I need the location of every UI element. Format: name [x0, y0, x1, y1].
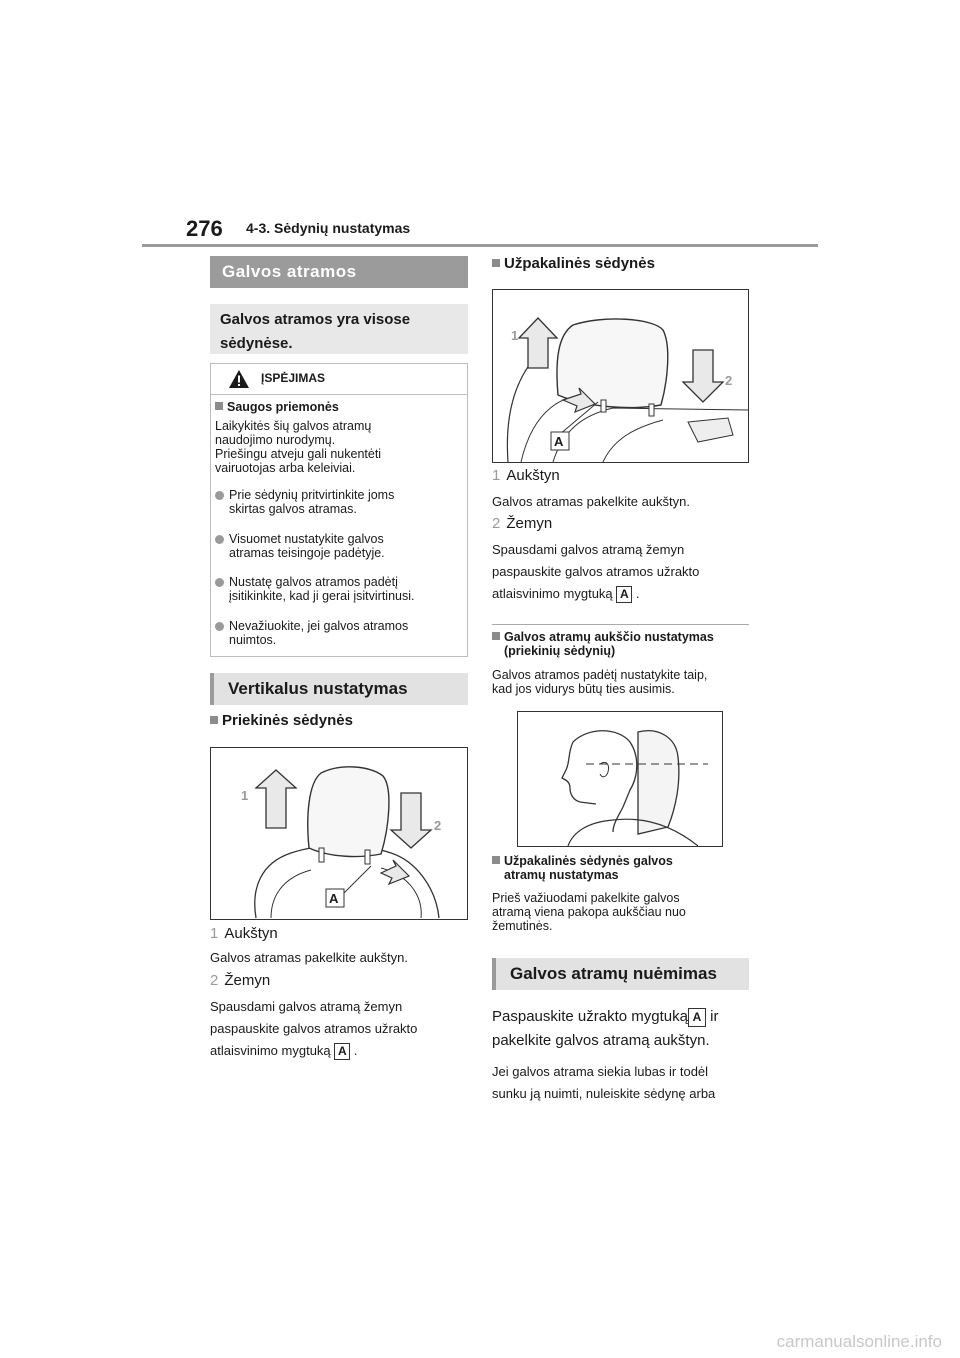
- divider: [492, 624, 749, 625]
- rear-seats-heading: Užpakalinės sėdynės: [492, 255, 655, 272]
- rear-step-2-text: Spausdami galvos atramą žemyn paspauskite galvos atramos užrakto atlaisvinimo mygtuką A .: [492, 542, 700, 602]
- chapter-title: 4-3. Sėdynių nustatymas: [246, 220, 411, 236]
- rear-step-1-text: Galvos atramas pakelkite aukštyn.: [492, 494, 690, 509]
- front-headrest-illustration: [211, 748, 467, 919]
- figure-label-a: A: [329, 891, 339, 906]
- header-rule: [142, 244, 818, 247]
- warning-bullet-1: Prie sėdynių pritvirtinkite joms skirtas galvos atramas.: [215, 488, 465, 516]
- rear-adjust-heading: Užpakalinės sėdynės galvos atramų nustatymas: [492, 854, 673, 882]
- square-bullet-icon: [492, 856, 500, 864]
- watermark: carmanualsonline.info: [776, 1332, 942, 1351]
- front-step-1-text: Galvos atramas pakelkite aukštyn.: [210, 950, 408, 965]
- front-seat-figure: [210, 747, 468, 920]
- section-title-removal: Galvos atramų nuėmimas: [492, 958, 749, 990]
- removal-note: Jei galvos atrama siekia lubas ir todėl sunku ją nuimti, nuleiskite sėdynę arba: [492, 1064, 716, 1101]
- front-step-2-text: Spausdami galvos atramą žemyn paspauskite galvos atramos užrakto atlaisvinimo mygtuką A .: [210, 999, 418, 1059]
- section-title-head-restraints: Galvos atramos: [210, 256, 468, 288]
- button-a-symbol: A: [688, 1008, 706, 1027]
- square-bullet-icon: [215, 402, 223, 410]
- dot-bullet-icon: [215, 578, 224, 587]
- warning-box: [210, 363, 468, 657]
- intro-text: Galvos atramos yra visose sėdynėse.: [220, 311, 411, 352]
- front-step-1: 1 Aukštyn: [210, 925, 278, 942]
- warning-bullet-2: Visuomet nustatykite galvos atramas teisingoje padėtyje.: [215, 532, 465, 560]
- head-position-illustration: [518, 712, 722, 846]
- front-seats-heading: Priekinės sėdynės: [210, 712, 353, 729]
- warning-paragraph: Laikykitės šių galvos atramų naudojimo nurodymų. Priešingu atveju gali nukentėti vairuotojas arba keleiviai.: [215, 419, 382, 475]
- section-title-vertical: Vertikalus nustatymas: [210, 673, 468, 705]
- warning-bullet-4: Nevažiuokite, jei galvos atramos nuimtos.: [215, 619, 465, 647]
- front-step-2: 2 Žemyn: [210, 972, 271, 989]
- warning-title: ĮSPĖJIMAS: [261, 371, 326, 385]
- square-bullet-icon: [210, 716, 218, 724]
- button-a-symbol: A: [334, 1043, 350, 1060]
- head-position-figure: [517, 711, 723, 847]
- dot-bullet-icon: [215, 622, 224, 631]
- figure-label-1: 1: [511, 328, 519, 343]
- dot-bullet-icon: [215, 491, 224, 500]
- square-bullet-icon: [492, 259, 500, 267]
- warning-subhead: Saugos priemonės: [215, 400, 339, 414]
- warning-header: [211, 364, 467, 395]
- figure-label-1: 1: [241, 788, 249, 803]
- figure-label-2: 2: [725, 373, 733, 388]
- intro-box: [210, 304, 468, 354]
- rear-adjust-text: Prieš važiuodami pakelkite galvos atramą viena pakopa aukščiau nuo žemutinės.: [492, 891, 686, 933]
- figure-label-2: 2: [434, 818, 442, 833]
- removal-instruction: Paspauskite užrakto mygtuką A ir pakelkite galvos atramą aukštyn.: [492, 1008, 719, 1049]
- dot-bullet-icon: [215, 535, 224, 544]
- warning-bullet-3: Nustatę galvos atramos padėtį įsitikinkite, kad ji gerai įsitvirtinusi.: [215, 575, 465, 603]
- rear-headrest-illustration: [493, 290, 748, 462]
- figure-label-a: A: [554, 434, 564, 449]
- rear-seat-figure: [492, 289, 749, 463]
- button-a-symbol: A: [616, 586, 632, 603]
- warning-icon: [228, 369, 250, 389]
- rear-step-1: 1 Aukštyn: [492, 467, 560, 484]
- rear-step-2: 2 Žemyn: [492, 515, 553, 532]
- square-bullet-icon: [492, 632, 500, 640]
- page-number: 276: [186, 216, 223, 241]
- height-adjust-text: Galvos atramos padėtį nustatykite taip, kad jos vidurys būtų ties ausimis.: [492, 668, 708, 696]
- height-adjust-heading: Galvos atramų aukščio nustatymas (priekinių sėdynių): [492, 630, 714, 658]
